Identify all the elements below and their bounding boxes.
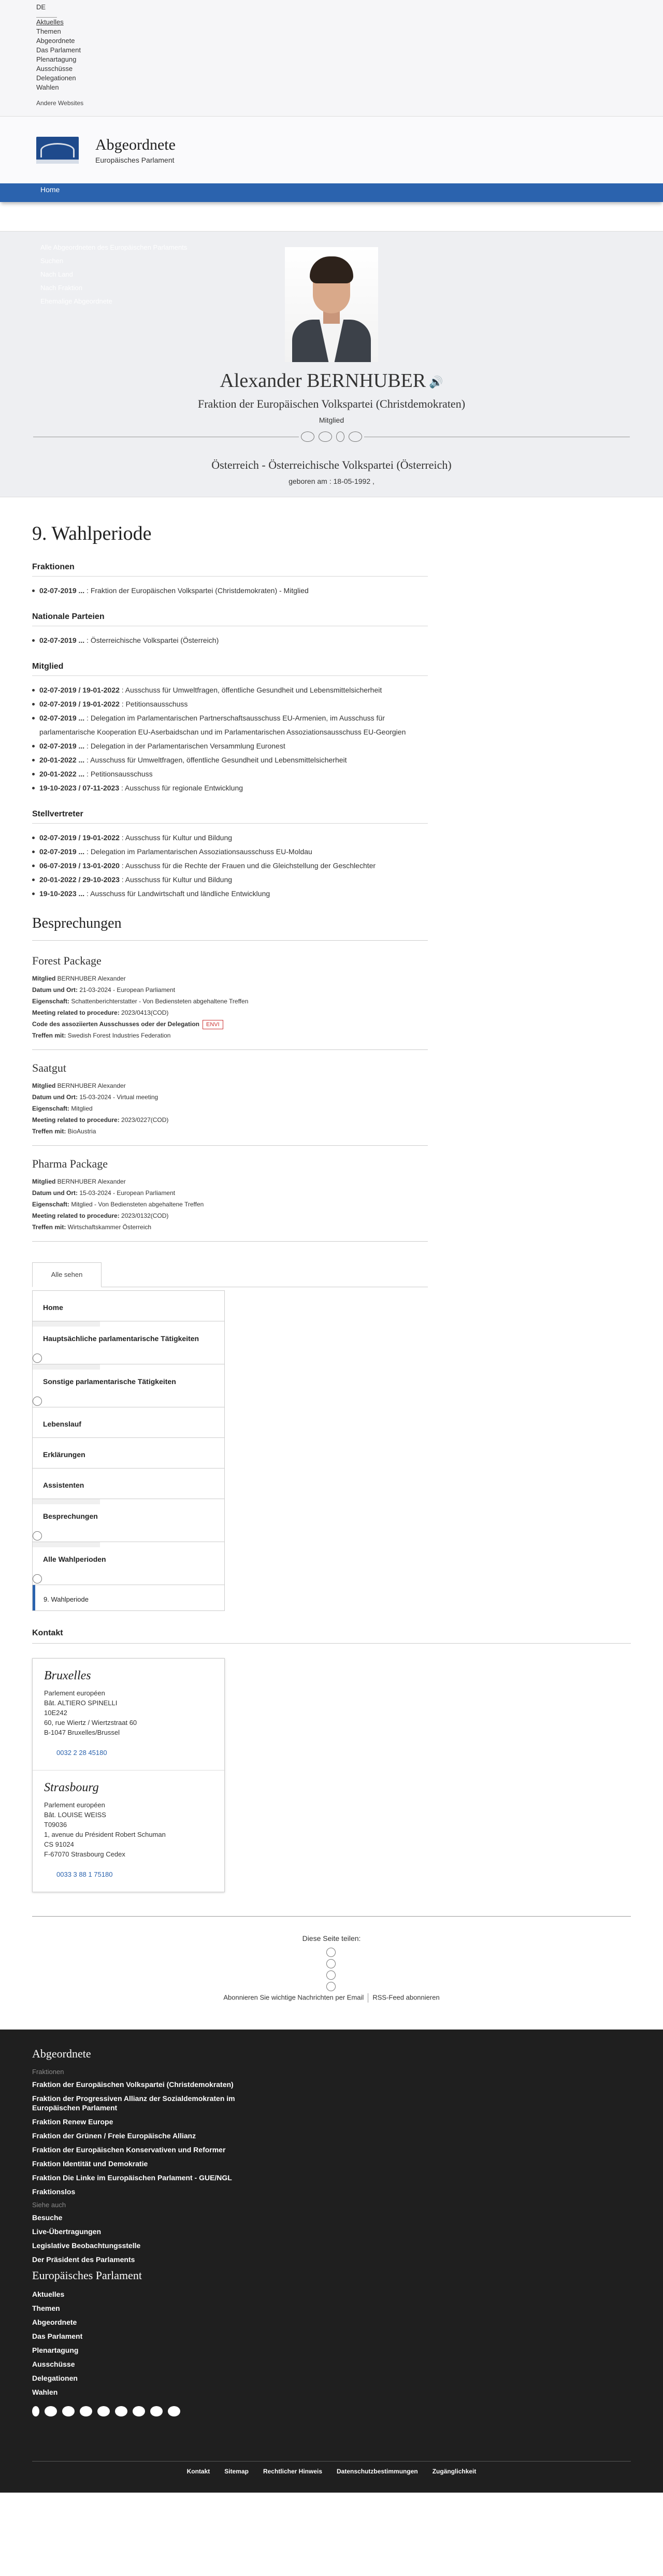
meeting-item [32, 1157, 428, 1242]
footer-group-link[interactable]: Fraktion Identität und Demokratie [32, 2160, 148, 2168]
nav-item-label: Sonstige parlamentarische Tätigkeiten [43, 1377, 176, 1386]
mep-profile-header [0, 231, 663, 497]
detail-label: Mitglied [32, 1178, 56, 1185]
item-text: : Petitionsausschuss [119, 700, 188, 708]
office-city: Bruxelles [44, 1669, 91, 1682]
list-item [32, 887, 428, 901]
share-section [32, 1916, 631, 2003]
top-menu-item[interactable]: Themen [36, 27, 61, 35]
detail-label: Treffen mit: [32, 1224, 66, 1231]
list-item [32, 831, 428, 845]
footer-group-link[interactable]: Fraktion Renew Europe [32, 2118, 113, 2126]
meeting-title: Forest Package [32, 954, 102, 967]
detail-label: Treffen mit: [32, 1128, 66, 1135]
contact-title: Kontakt [32, 1629, 631, 1644]
detail-label: Treffen mit: [32, 1032, 66, 1039]
twitter-share-icon[interactable] [326, 1959, 336, 1968]
item-text: : Delegation in der Parlamentarischen Versammlung Euronest [84, 742, 285, 750]
item-text: : Ausschuss für Umweltfragen, öffentliche Gesundheit und Lebensmittelsicherheit [84, 756, 347, 764]
list-item [32, 739, 428, 753]
footer-group-link[interactable]: Fraktion der Progressiven Allianz der Sozialdemokraten im Europäischen Parlament [32, 2094, 235, 2112]
detail-label: Eigenschaft: [32, 1201, 70, 1208]
item-date: 02-07-2019 / 19-01-2022 [39, 686, 120, 694]
list-item [32, 845, 428, 859]
linkedin-share-icon[interactable] [326, 1970, 336, 1980]
committee-badge[interactable]: ENVI [203, 1020, 223, 1029]
address-line: Parlement européen [44, 1689, 105, 1697]
list-item [32, 859, 428, 873]
meeting-detail [32, 973, 428, 984]
item-date: 02-07-2019 / 19-01-2022 [39, 700, 120, 708]
facebook-icon[interactable] [336, 431, 344, 442]
address-line: Bât. ALTIERO SPINELLI [44, 1699, 118, 1707]
address-line: F-67070 Strasbourg Cedex [44, 1850, 125, 1858]
list-item [32, 697, 428, 711]
detail-value: Schattenberichterstatter - Von Bediensteten abgehaltene Treffen [69, 998, 249, 1005]
meeting-detail [32, 1030, 428, 1041]
meeting-detail [32, 1210, 428, 1221]
item-text: : Ausschuss für Kultur und Bildung [119, 875, 233, 884]
language-selector[interactable]: DE [36, 3, 46, 11]
detail-label: Eigenschaft: [32, 998, 70, 1005]
linkedin-icon[interactable] [80, 2406, 92, 2416]
office-strasbourg [33, 1771, 224, 1892]
top-menu-item[interactable]: Abgeordnete [36, 37, 75, 45]
nav-item-label: Alle Wahlperioden [43, 1555, 106, 1563]
detail-value: 21-03-2024 - European Parliament [78, 986, 176, 994]
item-text: : Delegation im Parlamentarischen Assoziationsausschuss EU-Moldau [84, 847, 312, 856]
see-all-tab[interactable]: Alle sehen [32, 1262, 102, 1287]
term-title: 9. Wahlperiode [32, 523, 152, 544]
twitter-icon[interactable] [45, 2406, 57, 2416]
email-subscribe-link[interactable]: Abonnieren Sie wichtige Nachrichten per Email [223, 1993, 364, 2002]
nav-item-label: Besprechungen [43, 1512, 98, 1520]
detail-value: 15-03-2024 - Virtual meeting [78, 1093, 158, 1101]
website-icon[interactable] [319, 431, 332, 442]
address-line: Bât. LOUISE WEISS [44, 1811, 106, 1819]
meeting-detail [32, 1114, 428, 1126]
footer-subtitle: Siehe auch [32, 2201, 66, 2209]
mep-name: Alexander BERNHUBER [220, 370, 426, 392]
item-date: 20-01-2022 ... [39, 770, 85, 778]
expand-toggle-icon[interactable] [33, 1531, 42, 1541]
mep-political-group: Fraktion der Europäischen Volkspartei (Christdemokraten) [197, 397, 466, 410]
section-list [32, 634, 428, 647]
address-line: Parlement européen [44, 1801, 105, 1809]
top-menu-item[interactable]: Wahlen [36, 83, 59, 91]
detail-label: Mitglied [32, 1082, 56, 1089]
top-menu-item[interactable]: Plenartagung [36, 55, 77, 63]
meeting-detail [32, 1126, 428, 1137]
nav-item-main-activities[interactable] [33, 1321, 224, 1364]
item-text: : Ausschuss für die Rechte der Frauen und die Gleichstellung der Geschlechter [119, 861, 376, 870]
expand-toggle-icon[interactable] [33, 1354, 42, 1363]
footer-social-icons [32, 2406, 631, 2416]
meeting-detail [32, 996, 428, 1007]
footer-ep-link[interactable]: Themen [32, 2304, 60, 2312]
reddit-icon[interactable] [168, 2406, 180, 2416]
detail-label: Datum und Ort: [32, 1189, 78, 1197]
footer-legal-link[interactable]: Sitemap [224, 2468, 249, 2475]
share-icons [326, 1948, 337, 1991]
list-item [32, 634, 428, 647]
footer-ep-link[interactable]: Ausschüsse [32, 2360, 75, 2368]
membership-section [32, 612, 428, 647]
section-title: Nationale Parteien [32, 612, 428, 626]
hidden-submenu [40, 241, 187, 308]
flickr-icon[interactable] [62, 2406, 75, 2416]
footer-groups-list [32, 2080, 631, 2196]
facebook-share-icon[interactable] [326, 1948, 336, 1957]
item-date: 02-07-2019 ... [39, 636, 85, 644]
detail-value: 2023/0413(COD) [119, 1009, 169, 1016]
item-date: 06-07-2019 / 13-01-2020 [39, 861, 120, 870]
submenu-item[interactable]: Ehemalige Abgeordnete [40, 297, 112, 305]
footer-legal-links [0, 2468, 663, 2475]
item-date: 19-10-2023 / 07-11-2023 [39, 784, 120, 792]
office-city: Strasbourg [44, 1781, 99, 1794]
language-underline [36, 12, 57, 18]
detail-value: Mitglied - Von Bediensteten abgehaltene Treffen [69, 1201, 204, 1208]
detail-value: BERNHUBER Alexander [55, 1178, 126, 1185]
footer-legal-link[interactable]: Kontakt [186, 2468, 210, 2475]
site-footer [0, 2030, 663, 2493]
section-list [32, 683, 428, 795]
meeting-item [32, 954, 428, 1050]
breadcrumb-bar [0, 183, 663, 202]
detail-value: BERNHUBER Alexander [55, 975, 126, 982]
meeting-detail [32, 1221, 428, 1233]
item-text: : Ausschuss für Landwirtschaft und ländliche Entwicklung [84, 889, 270, 898]
submenu-item[interactable]: Suchen [40, 257, 64, 265]
snapchat-icon[interactable] [150, 2406, 163, 2416]
nav-item-home[interactable]: Home [33, 1291, 224, 1321]
meeting-detail [32, 1199, 428, 1210]
item-text: : Österreichische Volkspartei (Österreich) [84, 636, 219, 644]
address-line: CS 91024 [44, 1840, 74, 1848]
phone-link[interactable]: 0033 3 88 1 75180 [56, 1870, 113, 1878]
speaker-icon[interactable]: 🔊 [429, 376, 443, 389]
membership-section [32, 563, 428, 598]
meeting-detail [32, 1091, 428, 1103]
detail-label: Datum und Ort: [32, 1093, 78, 1101]
item-date: 19-10-2023 ... [39, 889, 85, 898]
detail-label: Mitglied [32, 975, 56, 982]
footer-subtitle: Fraktionen [32, 2068, 64, 2076]
detail-label: Code des assoziierten Ausschusses oder der Delegation [32, 1020, 199, 1028]
mep-name-row [0, 369, 663, 392]
profile-navigation [32, 1290, 225, 1611]
header-subtitle: Europäisches Parlament [95, 155, 175, 164]
meetings-list [32, 954, 631, 1242]
email-share-icon[interactable] [326, 1982, 336, 1991]
detail-value: Swedish Forest Industries Federation [66, 1032, 171, 1039]
detail-value: Mitglied [69, 1105, 93, 1112]
item-date: 20-01-2022 ... [39, 756, 85, 764]
parliament-logo-icon[interactable] [36, 137, 79, 164]
section-list [32, 831, 428, 901]
membership-sections [32, 563, 631, 901]
list-item [32, 711, 428, 739]
facebook-icon[interactable] [32, 2406, 39, 2416]
meeting-title: Saatgut [32, 1061, 66, 1074]
email-icon[interactable] [301, 431, 314, 442]
nav-item-assistants[interactable]: Assistenten [33, 1469, 224, 1499]
nav-item-all-terms[interactable] [33, 1542, 224, 1585]
list-item [32, 781, 428, 795]
address-line: 1, avenue du Président Robert Schuman [44, 1831, 166, 1838]
expand-toggle-icon[interactable] [33, 1574, 42, 1584]
footer-see-also-link[interactable]: Legislative Beobachtungsstelle [32, 2241, 141, 2250]
detail-value: BERNHUBER Alexander [55, 1082, 126, 1089]
nav-item-meetings[interactable] [33, 1499, 224, 1542]
footer-legal-link[interactable]: Datenschutzbestimmungen [337, 2468, 418, 2475]
detail-value: Wirtschaftskammer Österreich [66, 1224, 152, 1231]
nav-item-declarations[interactable]: Erklärungen [33, 1438, 224, 1469]
meetings-title: Besprechungen [32, 915, 428, 941]
top-navigation [0, 0, 663, 116]
phone-link[interactable]: 0032 2 28 45180 [56, 1749, 107, 1757]
item-date: 20-01-2022 / 29-10-2023 [39, 875, 120, 884]
footer-group-link[interactable]: Fraktionslos [32, 2188, 76, 2196]
detail-label: Datum und Ort: [32, 986, 78, 994]
mep-country-party: Österreich - Österreichische Volkspartei (Österreich) [211, 458, 452, 471]
footer-see-also-link[interactable]: Der Präsident des Parlaments [32, 2255, 135, 2264]
header-title[interactable]: Abgeordnete [95, 136, 176, 153]
section-list [32, 584, 428, 598]
nav-item-other-activities[interactable] [33, 1364, 224, 1407]
social-links [33, 429, 630, 445]
footer-ep-link[interactable]: Plenartagung [32, 2346, 79, 2354]
breadcrumb-home[interactable]: Home [40, 185, 60, 194]
top-menu-item[interactable]: Das Parlament [36, 46, 81, 54]
item-date: 02-07-2019 ... [39, 714, 85, 722]
address-line: 10E242 [44, 1709, 67, 1717]
item-text: : Ausschuss für regionale Entwicklung [119, 784, 243, 792]
address-line: 60, rue Wiertz / Wiertzstraat 60 [44, 1719, 137, 1726]
contact-card [32, 1658, 225, 1892]
detail-label: Meeting related to procedure: [32, 1212, 120, 1219]
top-menu-item[interactable]: Ausschüsse [36, 65, 73, 73]
expand-toggle-icon[interactable] [33, 1397, 42, 1406]
detail-label: Eigenschaft: [32, 1105, 70, 1112]
top-menu-item[interactable]: Delegationen [36, 74, 76, 82]
top-menu-item[interactable]: Aktuelles [36, 18, 64, 26]
nav-item-label: Hauptsächliche parlamentarische Tätigkeiten [43, 1334, 199, 1343]
meeting-detail [32, 1103, 428, 1114]
detail-value: 15-03-2024 - European Parliament [78, 1189, 176, 1197]
other-websites-link[interactable]: Andere Websites [36, 99, 84, 107]
top-menu [36, 18, 627, 92]
mep-birth-date: geboren am : 18-05-1992 , [289, 477, 374, 485]
footer-group-link[interactable]: Fraktion der Europäischen Konservativen und Reformer [32, 2146, 226, 2154]
list-item [32, 584, 428, 598]
item-date: 02-07-2019 ... [39, 586, 85, 595]
footer-ep-link[interactable]: Wahlen [32, 2388, 58, 2396]
site-header [0, 116, 663, 183]
share-label: Diese Seite teilen: [302, 1934, 361, 1942]
footer-group-link[interactable]: Fraktion der Europäischen Volkspartei (Christdemokraten) [32, 2080, 234, 2089]
membership-section [32, 810, 428, 901]
submenu-item[interactable]: Alle Abgeordneten des Europäischen Parlaments [40, 243, 188, 251]
section-title: Fraktionen [32, 563, 428, 577]
instagram-icon[interactable] [349, 431, 362, 442]
meeting-detail [32, 1018, 428, 1030]
item-text: : Ausschuss für Umweltfragen, öffentliche Gesundheit und Lebensmittelsicherheit [119, 686, 382, 694]
item-text: : Ausschuss für Kultur und Bildung [119, 833, 233, 842]
meeting-item [32, 1061, 428, 1146]
address-line: B-1047 Bruxelles/Brussel [44, 1729, 120, 1736]
footer-ep-link[interactable]: Das Parlament [32, 2332, 83, 2340]
footer-ep-link[interactable]: Abgeordnete [32, 2318, 77, 2326]
meeting-detail [32, 1080, 428, 1091]
meeting-title: Pharma Package [32, 1157, 108, 1170]
list-item [32, 683, 428, 697]
footer-ep-list [32, 2290, 631, 2397]
detail-value: BioAustria [66, 1128, 96, 1135]
footer-group-link[interactable]: Fraktion der Grünen / Freie Europäische Allianz [32, 2132, 196, 2140]
section-title: Stellvertreter [32, 810, 428, 824]
meeting-detail [32, 1007, 428, 1018]
office-brussels [33, 1659, 224, 1771]
nav-item-cv[interactable]: Lebenslauf [33, 1407, 224, 1438]
item-text: : Fraktion der Europäischen Volkspartei (Christdemokraten) - Mitglied [84, 586, 309, 595]
meeting-detail [32, 1176, 428, 1187]
mep-photo [285, 247, 378, 362]
instagram-icon[interactable] [115, 2406, 127, 2416]
address-line: T09036 [44, 1821, 67, 1829]
footer-see-also-link[interactable]: Besuche [32, 2213, 63, 2222]
nav-subitem-current-term[interactable]: 9. Wahlperiode [33, 1585, 224, 1610]
rss-link[interactable]: RSS-Feed abonnieren [372, 1993, 440, 2002]
section-title: Mitglied [32, 662, 428, 676]
list-item [32, 767, 428, 781]
submenu-item[interactable]: Nach Fraktion [40, 284, 82, 292]
item-text: : Delegation im Parlamentarischen Partnerschaftsausschuss EU-Armenien, im Ausschuss für parlamentarische Kooperation EU-Aserbaidschan und im Parlamentarischen Assoziationsausschuss EU-Georgien [39, 714, 406, 736]
detail-label: Meeting related to procedure: [32, 1116, 120, 1124]
subscribe-row [32, 1993, 631, 2003]
youtube-icon[interactable] [97, 2406, 110, 2416]
footer-legal-link[interactable]: Rechtlicher Hinweis [263, 2468, 323, 2475]
list-item [32, 873, 428, 887]
item-text: : Petitionsausschuss [84, 770, 153, 778]
meeting-detail [32, 1187, 428, 1199]
list-item [32, 753, 428, 767]
footer-ep-link[interactable]: Aktuelles [32, 2290, 65, 2298]
pinterest-icon[interactable] [133, 2406, 145, 2416]
footer-ep-link[interactable]: Delegationen [32, 2374, 78, 2382]
tabs-header [32, 1259, 428, 1287]
footer-group-link[interactable]: Fraktion Die Linke im Europäischen Parlament - GUE/NGL [32, 2174, 232, 2182]
footer-see-also-link[interactable]: Live-Übertragungen [32, 2227, 102, 2236]
detail-value: 2023/0132(COD) [119, 1212, 169, 1219]
submenu-item[interactable]: Nach Land [40, 270, 73, 278]
footer-title-ep: Europäisches Parlament [32, 2269, 142, 2282]
meeting-detail [32, 984, 428, 996]
main-content [0, 497, 663, 2003]
detail-value: 2023/0227(COD) [119, 1116, 169, 1124]
footer-legal-link[interactable]: Zugänglichkeit [432, 2468, 477, 2475]
detail-label: Meeting related to procedure: [32, 1009, 120, 1016]
item-date: 02-07-2019 / 19-01-2022 [39, 833, 120, 842]
membership-section [32, 662, 428, 795]
item-date: 02-07-2019 ... [39, 847, 85, 856]
footer-see-also-list [32, 2213, 631, 2264]
item-date: 02-07-2019 ... [39, 742, 85, 750]
mep-role: Mitglied [319, 416, 344, 424]
footer-title-meps: Abgeordnete [32, 2047, 91, 2060]
header-titles [95, 136, 176, 164]
